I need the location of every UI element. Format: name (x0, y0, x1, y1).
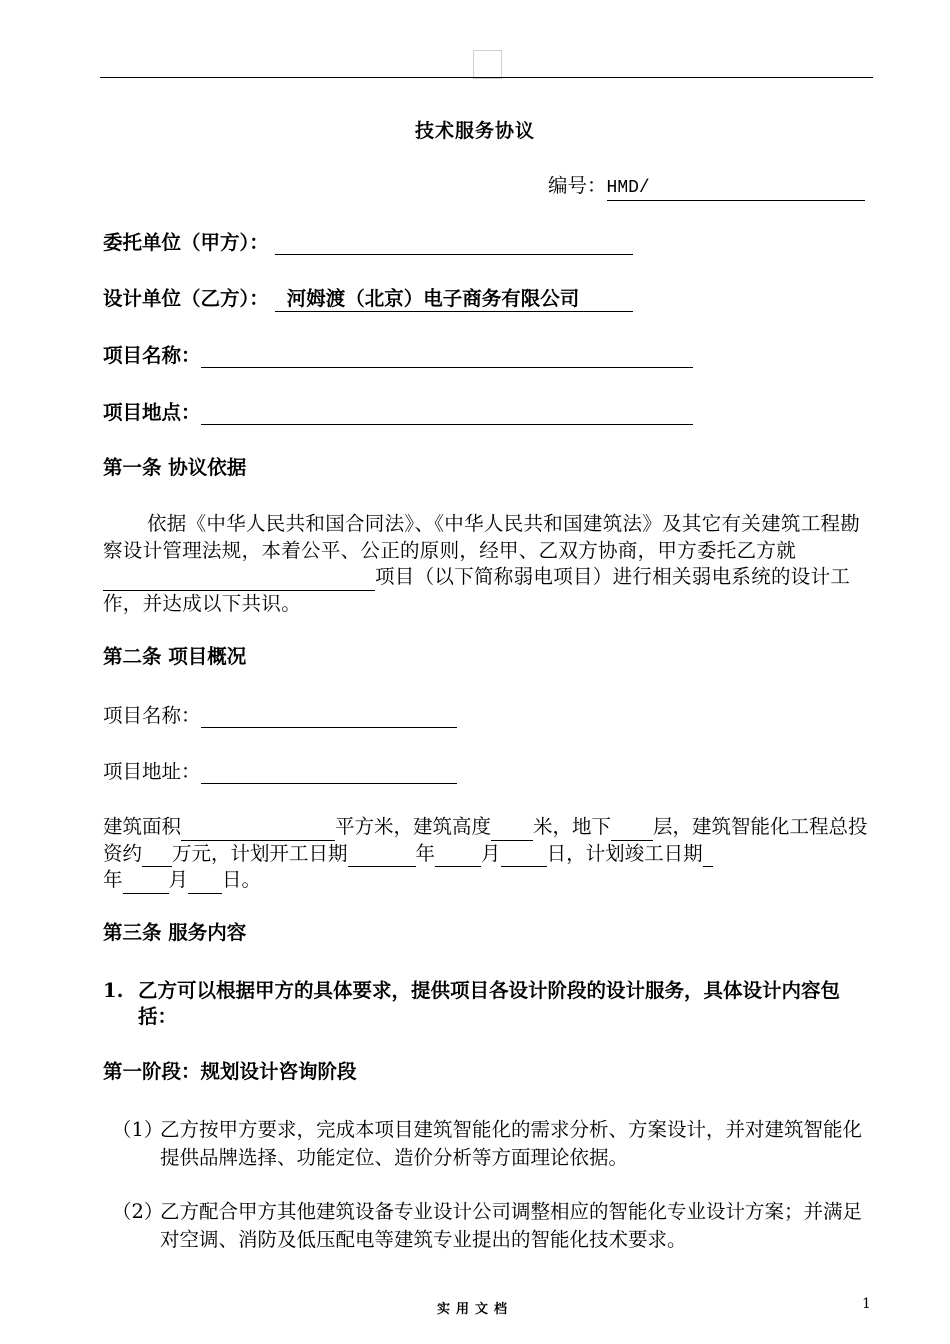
height-label: 平方米，建筑高度 (335, 815, 492, 838)
overview-paragraph (103, 814, 875, 894)
article1-text-a: 依据《中华人民共和国合同法》、《中华人民共和国建筑法》及其它有关建筑工程勘察设计管理法规，本着公平、公正的原则，经甲、乙双方协商，甲方委托乙方就 (103, 512, 861, 562)
article1-text-b: 项目（以下简称弱电项目）进行相关弱电系统的设计工作，并达成以下共识。 (103, 565, 851, 615)
start-year-label: 年 (415, 841, 436, 865)
project-name-label: 项目名称： (103, 344, 201, 367)
overview-name-field[interactable] (201, 703, 457, 728)
investment-field[interactable] (142, 846, 172, 867)
project-site-row (103, 400, 693, 425)
basement-label: 米，地下 (533, 815, 612, 838)
article2-heading: 第二条 项目概况 (103, 645, 247, 668)
start-month-label: 月 (481, 841, 501, 865)
designer-label: 设计单位（乙方）： (103, 287, 269, 310)
client-row (103, 230, 633, 255)
project-name-field[interactable] (201, 343, 693, 368)
overview-address-field[interactable] (201, 759, 457, 784)
basement-field[interactable] (611, 820, 653, 841)
document-title: 技术服务协议 (414, 120, 535, 142)
project-site-label: 项目地点： (103, 401, 201, 424)
sub1-text: 乙方按甲方要求，完成本项目建筑智能化的需求分析、方案设计，并对建筑智能化提供品牌选择、功能定位、造价分析等方面理论依据。 (160, 1118, 863, 1169)
height-field[interactable] (491, 820, 533, 841)
sub2-text: 乙方配合甲方其他建筑设备专业设计公司调整相应的智能化专业设计方案；并满足对空调、消防及低压配电等建筑专业提出的智能化技术要求。 (160, 1200, 863, 1251)
project-site-field[interactable] (201, 400, 693, 425)
item1-text: 乙方可以根据甲方的具体要求，提供项目各设计阶段的设计服务，具体设计内容包括： (138, 979, 841, 1028)
overview-name-label: 项目名称： (103, 704, 201, 727)
page-number: 1 (862, 1296, 871, 1312)
footer-label: 实用文档 (436, 1302, 513, 1317)
project-name-row (103, 343, 693, 368)
header-rule (100, 77, 873, 78)
end-month-field[interactable] (123, 873, 169, 894)
overview-name-row (103, 703, 457, 728)
item1-number: 1. (103, 979, 124, 1002)
area-field[interactable] (181, 820, 335, 841)
start-date-label: 万元，计划开工日期 (172, 841, 348, 865)
end-day-label: 日。 (222, 868, 262, 891)
overview-address-label: 项目地址： (103, 760, 201, 783)
contract-number-field[interactable]: HMD/ (607, 176, 865, 201)
start-year-field[interactable] (348, 846, 416, 867)
article1-paragraph (103, 511, 875, 617)
end-day-field[interactable] (188, 873, 222, 894)
end-year-label: 年 (103, 868, 123, 891)
end-date-label: 日，计划竣工日期 (546, 841, 703, 865)
investment-label: 层，建筑智能化工程总投资约 (103, 815, 868, 865)
sub1-number: （1） (112, 1118, 164, 1141)
stage1-heading: 第一阶段：规划设计咨询阶段 (103, 1060, 357, 1083)
contract-number (548, 174, 865, 201)
client-field[interactable] (275, 230, 633, 255)
overview-address-row (103, 759, 457, 784)
article3-heading: 第三条 服务内容 (103, 921, 247, 944)
designer-row (103, 287, 633, 312)
end-date-field[interactable] (703, 846, 713, 867)
start-day-field[interactable] (501, 846, 547, 867)
article1-heading: 第一条 协议依据 (103, 456, 247, 479)
header-box (473, 50, 502, 79)
sub2-number: （2） (112, 1200, 164, 1223)
article1-project-field[interactable] (103, 570, 375, 591)
designer-field[interactable]: 河姆渡（北京）电子商务有限公司 (275, 287, 633, 312)
contract-number-label: 编号： (548, 174, 607, 197)
area-label: 建筑面积 (103, 815, 182, 838)
start-month-field[interactable] (435, 846, 481, 867)
end-month-label: 月 (168, 868, 189, 891)
client-label: 委托单位（甲方）： (103, 231, 269, 254)
